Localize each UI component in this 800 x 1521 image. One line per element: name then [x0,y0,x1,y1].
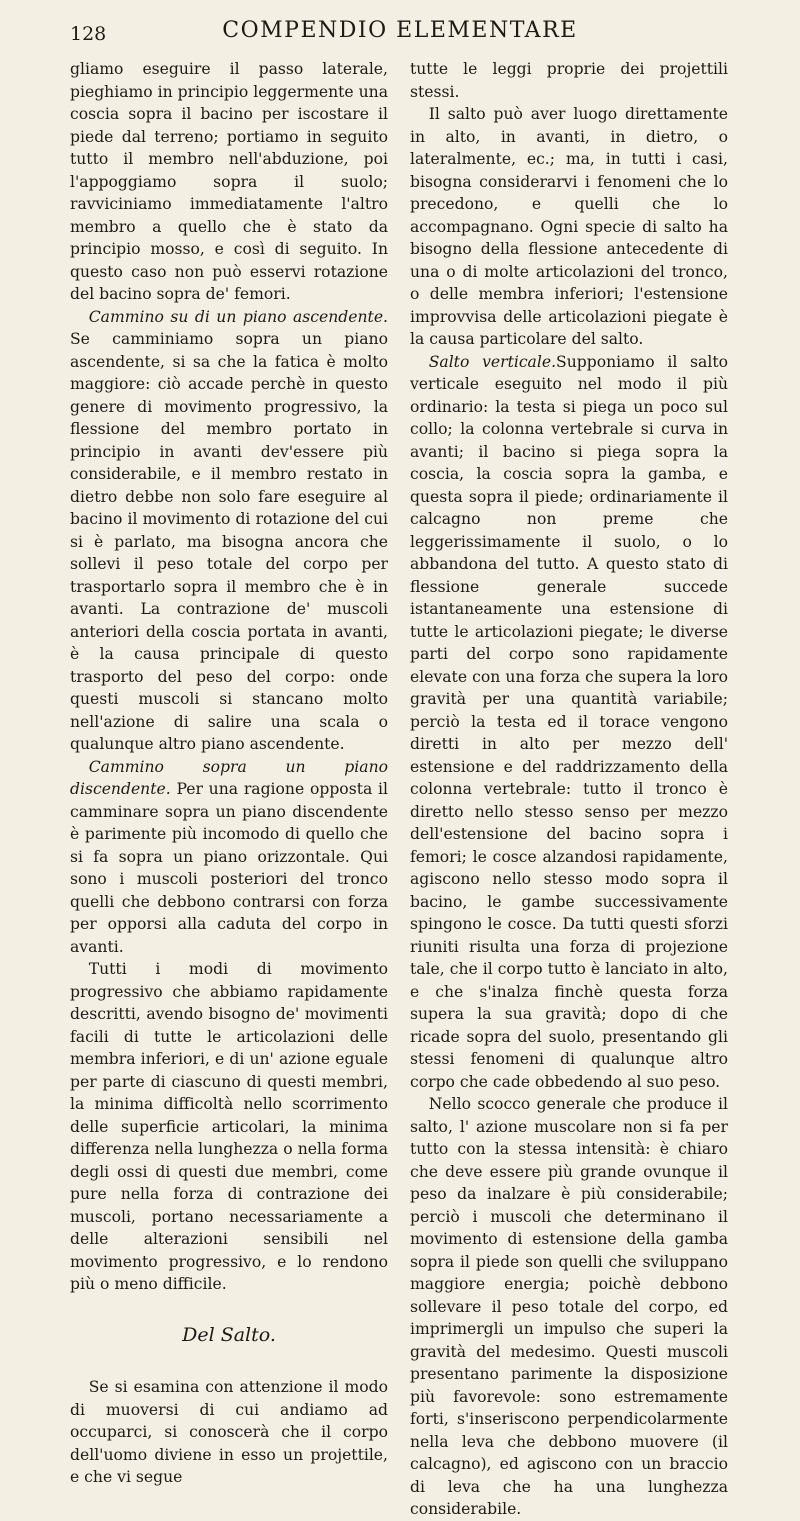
paragraph: Se si esamina con attenzione il modo di muoversi di cui andiamo ad occuparci, si conoscerà che il corpo dell'uomo diviene in esso un projettile, e che vi segue [70,1378,388,1486]
subheading: Salto verticale. [428,352,557,371]
section-title: Del Salto. [182,1323,276,1346]
paragraph: Tutti i modi di movimento progressivo che abbiamo rapidamente descritti, avendo bisogno de' movimenti facili di tutte le articolazioni delle membra inferiori, e di un' azione eguale per parte di ciascuno di questi membri, la minima difficoltà nello scorrimento delle superficie articolari, la minima differenza nella lunghezza o nella forma degli ossi di questi due membri, come pure nella forza di contrazione dei muscoli, portano necessariamente a delle alterazioni sensibili nel movimento progressivo, e lo rendono più o meno difficile. [70,960,388,1293]
subheading: Cammino sopra un piano discendente. [70,757,388,798]
paragraph: Il salto può aver luogo direttamente in alto, in avanti, in dietro, o lateralmente, ec.; ma, in tutti i casi, bisogna considerarvi i fenomeni che lo precedono, e quelli che lo accompagnano. Ogni specie di salto ha bisogno della flessione antecedente di una o di molte articolazioni del tronco, o delle membra inferiori; l'estensione improvvisa delle articolazioni piegate è la causa particolare del salto. [410,105,728,348]
right-column [410,58,728,1521]
running-header [70,18,730,50]
left-column [70,58,388,1489]
paragraph: Salto verticale.Supponiamo il salto verticale eseguito nel modo il più ordinario: la testa si piega un poco sul collo; la colonna vertebrale si curva in avanti; il bacino si piega sopra la coscia, la coscia sopra la gamba, e questa sopra il piede; ordinariamente il calcagno non preme che leggerissimamente il suolo, o lo abbandona del tutto. A questo stato di flessione generale succede istantaneamente una estensione di tutte le articolazioni piegate; le diverse parti del corpo sono rapidamente elevate con una forza che supera la loro gravità per una quantità variabile; perciò la testa ed il torace vengono diretti in alto per mezzo dell' estensione e del raddrizzamento della colonna vertebrale: tutto il tronco è diretto nello stesso senso per mezzo dell'estensione del bacino sopra i femori; le cosce alzandosi rapidamente, agiscono nello stesso modo sopra il bacino, le gambe successivamente spingono le cosce. Da tutti questi sforzi riuniti risulta una forza di projezione tale, che il corpo tutto è lanciato in alto, e che s'inalza finchè questa forza supera la sua gravità; dopo di che ricade sopra del suolo, presentando gli stessi fenomeni di qualunque altro corpo che cade obbedendo al suo peso. [410,352,728,1091]
running-title: COMPENDIO ELEMENTARE [222,18,578,43]
subheading: Cammino su di un piano ascendente. [88,307,388,326]
paragraph: Cammino sopra un piano discendente. Per una ragione opposta il camminare sopra un piano discendente è parimente più incomodo di quello che si fa sopra un piano orizzontale. Qui sono i muscoli posteriori del tronco quelli che debbono contrarsi con forza per opporsi alla caduta del corpo in avanti. [70,757,388,956]
paragraph: tutte le leggi proprie dei projettili stessi. [410,60,728,101]
page-number: 128 [70,23,107,45]
paragraph: Cammino su di un piano ascendente. Se camminiamo sopra un piano ascendente, si sa che la fatica è molto maggiore: ciò accade perchè in questo genere di movimento progressivo, la flessione del membro portato in principio in avanti dev'essere più considerabile, e il membro restato in dietro debbe non solo fare eseguire al bacino il movimento di rotazione del cui si è parlato, ma bisogna ancora che sollevi il peso totale del corpo per trasportarlo sopra il membro che è in avanti. La contrazione de' muscoli anteriori della coscia portata in avanti, è la causa principale di questo trasporto del peso del corpo: onde questi muscoli si stancano molto nell'azione di salire una scala o qualunque altro piano ascendente. [70,307,388,753]
paragraph: Nello scocco generale che produce il salto, l' azione muscolare non si fa per tutto con la stessa intensità: è chiaro che deve essere più grande ovunque il peso da inalzare è più considerabile; perciò i muscoli che determinano il movimento di estensione della gamba sopra il piede son quelli che sviluppano maggiore energia; poichè debbono sollevare il peso totale del corpo, ed imprimergli un impulso che superi la gravità del medesimo. Questi muscoli presentano parimente la disposizione più favorevole: sono estremamente forti, s'inseriscono perpendicolarmente nella leva che debbono muovere (il calcagno), ed agiscono con un braccio di leva che ha una lunghezza considerabile. [410,1095,728,1518]
paragraph: gliamo eseguire il passo laterale, pieghiamo in principio leggermente una coscia sopra il bacino per iscostare il piede dal terreno; portiamo in seguito tutto il membro nell'abduzione, poi l'appoggiamo sopra il suolo; ravviciniamo immediatamente l'altro membro a quello che è stato da principio mosso, e così di seguito. In questo caso non può esservi rotazione del bacino sopra de' femori. [70,60,388,303]
